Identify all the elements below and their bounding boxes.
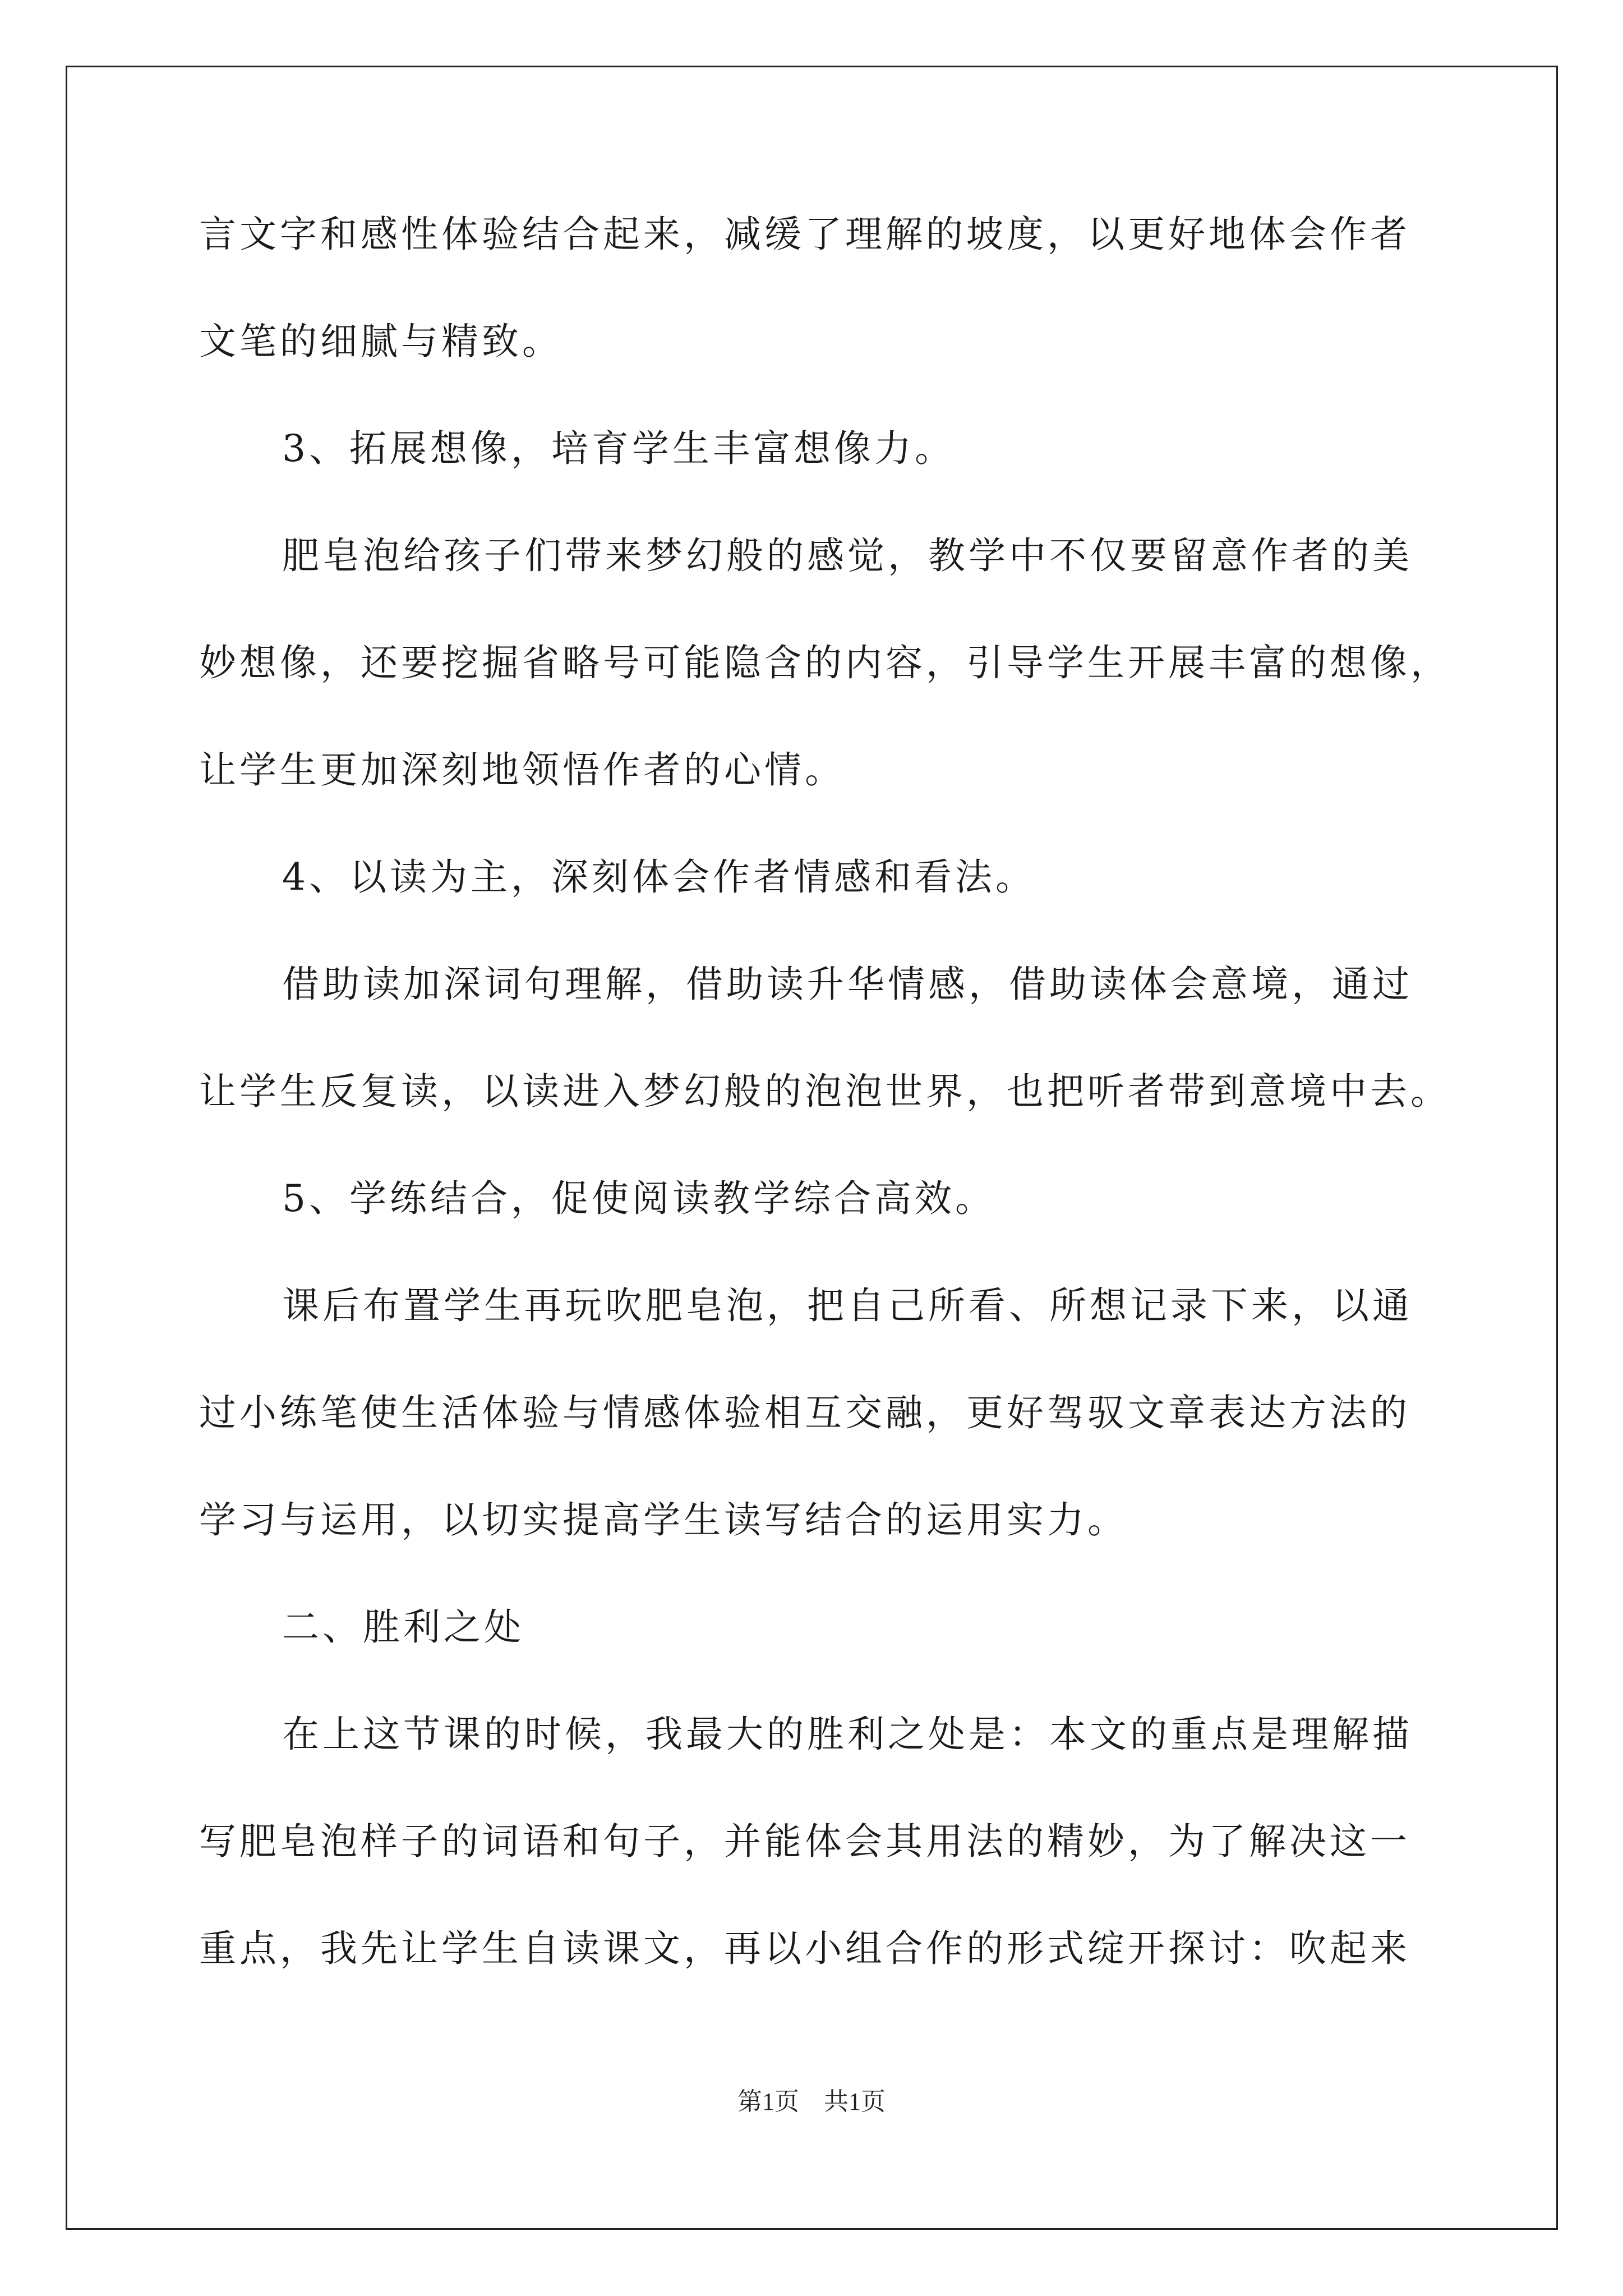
text-line: 写肥皂泡样子的词语和句子，并能体会其用法的精妙，为了解决这一 <box>199 1820 1410 1863</box>
section-heading: 5、学练结合，促使阅读教学综合高效。 <box>282 1177 995 1220</box>
section-heading: 二、胜利之处 <box>282 1605 524 1649</box>
text-line: 文笔的细腻与精致。 <box>199 320 562 363</box>
text-line: 过小练笔使生活体验与情感体验相互交融，更好驾驭文章表达方法的 <box>199 1391 1410 1434</box>
text-line: 在上这节课的时候，我最大的胜利之处是：本文的重点是理解描 <box>282 1713 1413 1756</box>
text-line: 言文字和感性体验结合起来，减缓了理解的坡度，以更好地体会作者 <box>199 213 1410 256</box>
text-line: 让学生更加深刻地领悟作者的心情。 <box>199 748 845 792</box>
page-border <box>66 66 1558 2230</box>
text-line: 学习与运用，以切实提高学生读写结合的运用实力。 <box>199 1498 1128 1542</box>
text-line: 肥皂泡给孩子们带来梦幻般的感觉，教学中不仅要留意作者的美 <box>282 534 1413 577</box>
text-line: 让学生反复读，以读进入梦幻般的泡泡世界，也把听者带到意境中去。 <box>199 1070 1451 1113</box>
text-line: 借助读加深词句理解，借助读升华情感，借助读体会意境，通过 <box>282 963 1413 1006</box>
text-line: 妙想像，还要挖掘省略号可能隐含的内容，引导学生开展丰富的想像， <box>199 641 1451 684</box>
text-line: 重点，我先让学生自读课文，再以小组合作的形式绽开探讨：吹起来 <box>199 1927 1410 1970</box>
section-heading: 3、拓展想像，培育学生丰富想像力。 <box>282 427 955 470</box>
section-heading: 4、以读为主，深刻体会作者情感和看法。 <box>282 855 1036 899</box>
text-line: 课后布置学生再玩吹肥皂泡，把自己所看、所想记录下来，以通 <box>282 1284 1413 1327</box>
page-footer: 第1页 共1页 <box>737 2088 886 2115</box>
